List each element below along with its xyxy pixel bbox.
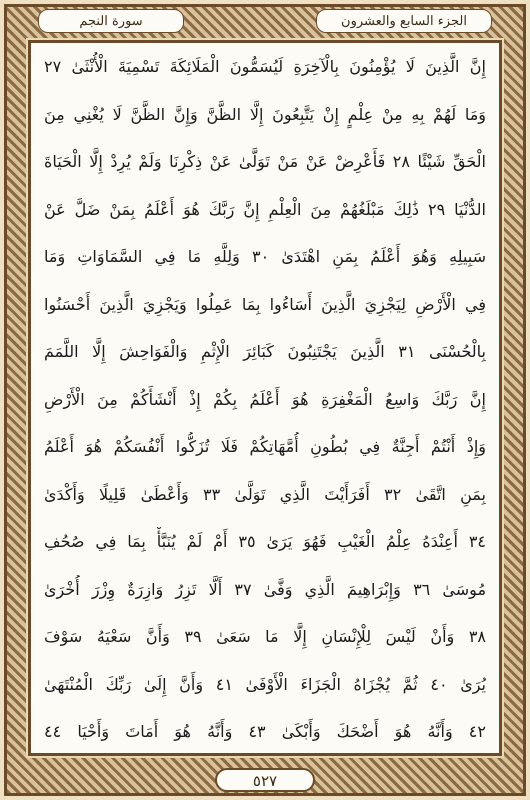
verse-line: ٤٢ وَأَنَّهُ هُوَ أَضْحَكَ وَأَبْكَىٰ ٤٣ وَأَنَّهُ هُوَ أَمَاتَ وَأَحْيَا ٤٤ — [44, 722, 486, 741]
verse-line: وَإِذْ أَنْتُمْ أَجِنَّةٌ فِي بُطُونِ أُمَّهَاتِكُمْ فَلَا تُزَكُّوا أَنْفُسَكُمْ هُوَ أَعْلَمُ — [44, 437, 486, 456]
verse-line: إِنَّ رَبَّكَ وَاسِعُ الْمَغْفِرَةِ هُوَ أَعْلَمُ بِكُمْ إِذْ أَنْشَأَكُمْ مِنَ الْأَرْضِ — [44, 389, 486, 409]
verse-line: مُوسَىٰ ٣٦ وَإِبْرَاهِيمَ الَّذِي وَفَّىٰ ٣٧ أَلَّا تَزِرُ وَازِرَةٌ وِزْرَ أُخْرَىٰ — [44, 579, 486, 599]
verse-line: ٣٤ أَعِنْدَهُ عِلْمُ الْغَيْبِ فَهُوَ يَرَىٰ ٣٥ أَمْ لَمْ يُنَبَّأْ بِمَا فِي صُحُفِ — [44, 532, 486, 551]
surah-title: سورة النجم — [38, 9, 184, 33]
verse-line: يُرَىٰ ٤٠ ثُمَّ يُجْزَاهُ الْجَزَاءَ الْأَوْفَىٰ ٤١ وَأَنَّ إِلَىٰ رَبِّكَ الْمُنْتَهَىٰ — [44, 674, 486, 694]
verse-line: إِنَّ الَّذِينَ لَا يُؤْمِنُونَ بِالْآخِرَةِ لَيُسَمُّونَ الْمَلَائِكَةَ تَسْمِيَةَ الْأُنْثَىٰ ٢٧ — [44, 57, 486, 76]
verse-line: بِالْحُسْنَى ٣١ الَّذِينَ يَجْتَنِبُونَ كَبَائِرَ الْإِثْمِ وَالْفَوَاحِشَ إِلَّا اللَّمَمَ — [44, 342, 486, 361]
verse-line: الدُّنْيَا ٢٩ ذَٰلِكَ مَبْلَغُهُمْ مِنَ الْعِلْمِ إِنَّ رَبَّكَ هُوَ أَعْلَمُ بِمَنْ ضَلَّ عَنْ — [44, 199, 486, 219]
verse-line: الْحَقِّ شَيْئًا ٢٨ فَأَعْرِضْ عَنْ مَنْ تَوَلَّىٰ عَنْ ذِكْرِنَا وَلَمْ يُرِدْ إِلَّا الْحَيَاةَ — [44, 152, 486, 171]
verse-lines — [44, 52, 486, 746]
verse-line: سَبِيلِهِ وَهُوَ أَعْلَمُ بِمَنِ اهْتَدَىٰ ٣٠ وَلِلَّهِ مَا فِي السَّمَاوَاتِ وَمَا — [44, 247, 486, 266]
juz-title: الجزء السابع والعشرون — [316, 9, 492, 33]
page-number: ٥٢٧ — [215, 768, 315, 792]
verse-line: بِمَنِ اتَّقَىٰ ٣٢ أَفَرَأَيْتَ الَّذِي تَوَلَّىٰ ٣٣ وَأَعْطَىٰ قَلِيلًا وَأَكْدَىٰ — [44, 484, 486, 504]
page-header — [28, 6, 502, 36]
verse-line: وَمَا لَهُمْ بِهِ مِنْ عِلْمٍ إِنْ يَتَّبِعُونَ إِلَّا الظَّنَّ وَإِنَّ الظَّنَّ لَا يُغْنِي مِنَ — [44, 104, 486, 124]
verse-line: ٣٨ وَأَنْ لَيْسَ لِلْإِنْسَانِ إِلَّا مَا سَعَىٰ ٣٩ وَأَنَّ سَعْيَهُ سَوْفَ — [44, 627, 486, 646]
verse-line: فِي الْأَرْضِ لِيَجْزِيَ الَّذِينَ أَسَاءُوا بِمَا عَمِلُوا وَيَجْزِيَ الَّذِينَ أَحْسَنُوا — [44, 294, 486, 314]
